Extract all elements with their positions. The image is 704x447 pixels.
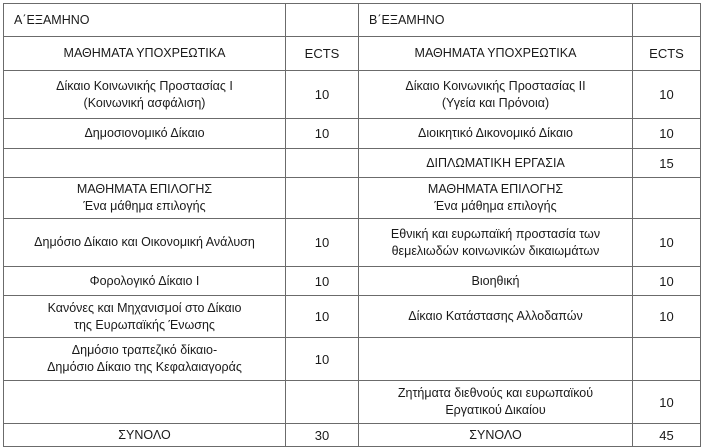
course-name: Κανόνες και Μηχανισμοί στο Δίκαιο της Ευρωπαϊκής Ένωσης	[4, 296, 286, 338]
course-name: Δημοσιονομικό Δίκαιο	[4, 119, 286, 149]
table-row	[4, 381, 701, 424]
course-name: Ζητήματα διεθνούς και ευρωπαϊκού Εργατικού Δικαίου	[359, 381, 633, 424]
semester-a-ects-header: ECTS	[286, 37, 359, 71]
semester-b-ects-header: ECTS	[633, 37, 701, 71]
semester-a-total-label: ΣΥΝΟΛΟ	[4, 424, 286, 447]
course-ects: 10	[286, 296, 359, 338]
course-name: Δημόσιο Δίκαιο και Οικονομική Ανάλυση	[4, 219, 286, 267]
semester-a-required-header: ΜΑΘΗΜΑΤΑ ΥΠΟΧΡΕΩΤΙΚΑ	[4, 37, 286, 71]
curriculum-table	[3, 3, 701, 447]
course-ects: 15	[633, 149, 701, 178]
course-name: Δίκαιο Κατάστασης Αλλοδαπών	[359, 296, 633, 338]
empty-cell	[286, 149, 359, 178]
course-ects: 10	[633, 71, 701, 119]
table-row	[4, 119, 701, 149]
table-row	[4, 296, 701, 338]
column-header-row	[4, 37, 701, 71]
course-name: Δίκαιο Κοινωνικής Προστασίας ΙΙ (Υγεία και Πρόνοια)	[359, 71, 633, 119]
course-ects: 10	[633, 219, 701, 267]
course-ects: 10	[633, 267, 701, 296]
course-ects: 10	[286, 338, 359, 381]
empty-cell	[633, 4, 701, 37]
semester-a-total-ects: 30	[286, 424, 359, 447]
course-ects: 10	[633, 119, 701, 149]
semester-b-title: Β΄ΕΞΑΜΗΝΟ	[359, 4, 633, 37]
course-ects: 10	[286, 267, 359, 296]
course-name: Εθνική και ευρωπαϊκή προστασία των θεμελιωδών κοινωνικών δικαιωμάτων	[359, 219, 633, 267]
course-name: Βιοηθική	[359, 267, 633, 296]
semester-a-title: Α΄ΕΞΑΜΗΝΟ	[4, 4, 286, 37]
course-ects: 10	[286, 71, 359, 119]
course-ects: 10	[633, 381, 701, 424]
empty-cell	[286, 4, 359, 37]
semester-a-elective-header: ΜΑΘΗΜΑΤΑ ΕΠΙΛΟΓΗΣ Ένα μάθημα επιλογής	[4, 178, 286, 219]
table-row	[4, 267, 701, 296]
empty-cell	[286, 381, 359, 424]
semester-b-total-ects: 45	[633, 424, 701, 447]
table-row	[4, 71, 701, 119]
course-name: Φορολογικό Δίκαιο Ι	[4, 267, 286, 296]
total-row	[4, 424, 701, 447]
table-row	[4, 149, 701, 178]
course-name: Δημόσιο τραπεζικό δίκαιο- Δημόσιο Δίκαιο της Κεφαλαιαγοράς	[4, 338, 286, 381]
empty-cell	[286, 178, 359, 219]
course-name: Διοικητικό Δικονομικό Δίκαιο	[359, 119, 633, 149]
course-ects: 10	[286, 219, 359, 267]
semester-title-row	[4, 4, 701, 37]
semester-b-elective-header: ΜΑΘΗΜΑΤΑ ΕΠΙΛΟΓΗΣ Ένα μάθημα επιλογής	[359, 178, 633, 219]
empty-cell	[4, 381, 286, 424]
elective-header-row	[4, 178, 701, 219]
empty-cell	[359, 338, 633, 381]
table-row	[4, 338, 701, 381]
empty-cell	[4, 149, 286, 178]
empty-cell	[633, 338, 701, 381]
semester-b-total-label: ΣΥΝΟΛΟ	[359, 424, 633, 447]
table-row	[4, 219, 701, 267]
semester-b-required-header: ΜΑΘΗΜΑΤΑ ΥΠΟΧΡΕΩΤΙΚΑ	[359, 37, 633, 71]
empty-cell	[633, 178, 701, 219]
course-ects: 10	[286, 119, 359, 149]
course-name: Δίκαιο Κοινωνικής Προστασίας Ι (Κοινωνική ασφάλιση)	[4, 71, 286, 119]
course-name: ΔΙΠΛΩΜΑΤΙΚΗ ΕΡΓΑΣΙΑ	[359, 149, 633, 178]
course-ects: 10	[633, 296, 701, 338]
